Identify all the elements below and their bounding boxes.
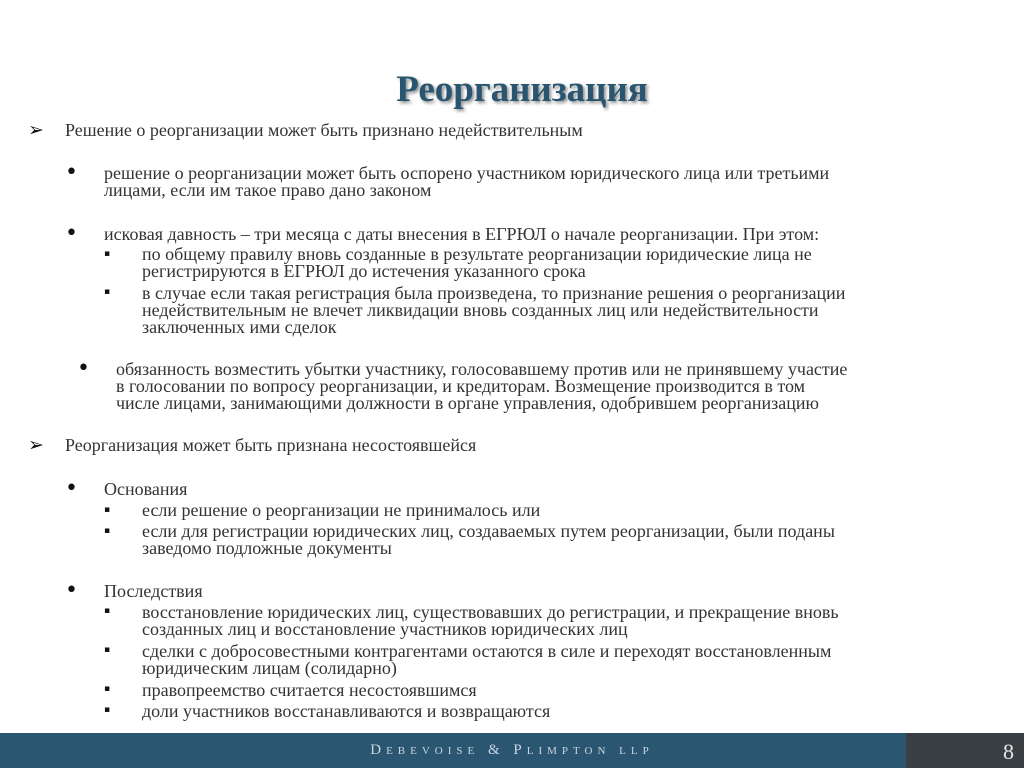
sub-bullet-text: восстановление юридических лиц, существовавших до регистрации, и прекращение вновь — [142, 602, 839, 622]
arrow-bullet-icon: ➢ — [28, 434, 44, 456]
sub-bullet-text: правопреемство считается несостоявшимся — [142, 680, 477, 700]
sub-bullet-text: заведомо подложные документы — [142, 538, 392, 558]
square-bullet-icon: ▪ — [104, 606, 111, 616]
bullet-dot-icon: • — [77, 356, 90, 381]
bullet-dot-icon: • — [65, 160, 78, 185]
page-number-box — [906, 733, 1024, 768]
bullet-text: числе лицами, занимающими должности в органе управления, одобрившем реорганизацию — [116, 393, 819, 413]
sub-bullet-text: сделки с добросовестными контрагентами остаются в силе и переходят восстановленным — [142, 641, 832, 661]
sub-bullet-text: заключенных ими сделок — [142, 317, 337, 337]
bullet-text: в голосовании по вопросу реорганизации, и кредиторам. Возмещение производится в том — [116, 376, 806, 396]
square-bullet-icon: ▪ — [104, 287, 111, 297]
square-bullet-icon: ▪ — [104, 249, 111, 259]
sub-bullet-text: если решение о реорганизации не принималось или — [142, 500, 541, 520]
sub-bullet-text: доли участников восстанавливаются и возвращаются — [142, 701, 551, 721]
square-bullet-icon: ▪ — [104, 526, 111, 536]
footer-bar — [0, 733, 1024, 768]
arrow-bullet-icon: ➢ — [28, 119, 44, 141]
footer-firm-name: Debevoise & Plimpton llp — [370, 742, 654, 758]
sub-bullet-text: по общему правилу вновь созданные в результате реорганизации юридические лица не — [142, 244, 812, 264]
sub-bullet-text: юридическим лицам (солидарно) — [142, 658, 397, 678]
sub-bullet-text: в случае если такая регистрация была произведена, то признание решения о реорганизации — [142, 283, 846, 303]
bullet-dot-icon: • — [65, 476, 78, 501]
bullet-dot-icon: • — [65, 221, 78, 246]
sub-bullet-text: созданных лиц и восстановление участников юридических лиц — [142, 619, 628, 639]
square-bullet-icon: ▪ — [104, 684, 111, 694]
bullet-text: лицами, если им такое право дано законом — [104, 180, 432, 200]
slide-title: Реорганизация — [396, 69, 648, 110]
square-bullet-icon: ▪ — [104, 705, 111, 715]
bullet-text: Последствия — [104, 581, 203, 601]
page-number: 8 — [1003, 739, 1014, 764]
sub-bullet-text: если для регистрации юридических лиц, создаваемых путем реорганизации, были поданы — [142, 521, 835, 541]
square-bullet-icon: ▪ — [104, 505, 111, 515]
bullet-dot-icon: • — [65, 578, 78, 603]
bullet-text: исковая давность – три месяца с даты внесения в ЕГРЮЛ о начале реорганизации. При этом: — [104, 224, 820, 244]
section2-heading: Реорганизация может быть признана несостоявшейся — [65, 435, 477, 455]
bullet-text: обязанность возместить убытки участнику, голосовавшему против или не принявшему участие — [116, 359, 848, 379]
sub-bullet-text: недействительным не влечет ликвидации вновь созданных лиц или недействительности — [142, 300, 819, 320]
bullet-text: Основания — [104, 479, 188, 499]
bullet-text: решение о реорганизации может быть оспорено участником юридического лица или третьими — [104, 163, 830, 183]
sub-bullet-text: регистрируются в ЕГРЮЛ до истечения указанного срока — [142, 261, 586, 281]
square-bullet-icon: ▪ — [104, 645, 111, 655]
section1-heading: Решение о реорганизации может быть признано недействительным — [65, 120, 583, 140]
